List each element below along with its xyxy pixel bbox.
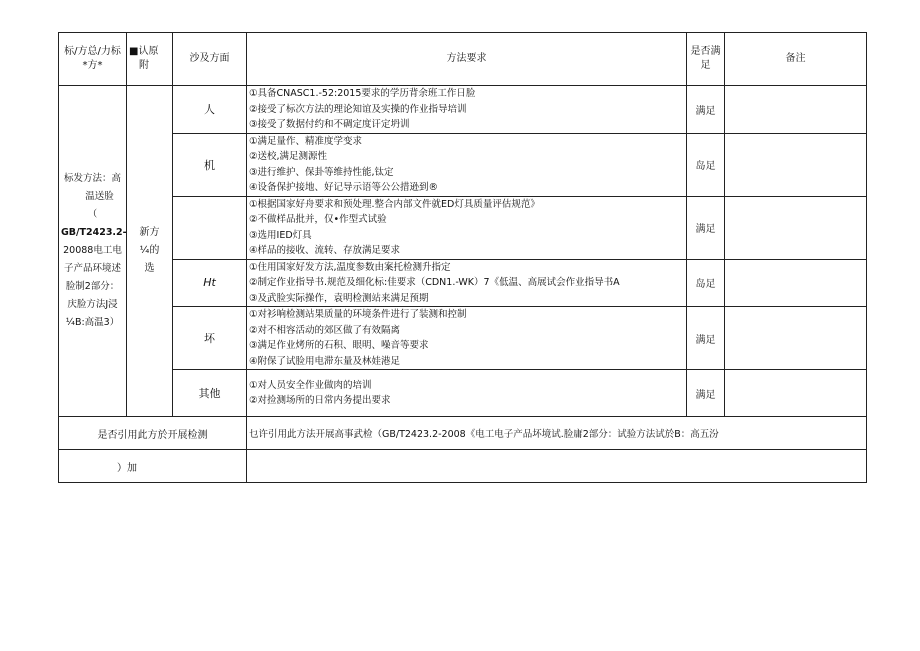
requirement-item: ①住用国家好发方法,温度参数由案托检测升指定 — [249, 261, 451, 273]
satisfied-cell: 满足 — [687, 196, 725, 259]
header-text: 足 — [700, 60, 711, 71]
remarks-cell[interactable] — [725, 133, 867, 196]
remarks-cell[interactable] — [725, 196, 867, 259]
requirement-item: ①对人员安全作业做肉的培训 — [249, 379, 372, 391]
table-header-row — [59, 33, 867, 86]
table-row — [59, 133, 867, 196]
requirement-item: ③及武脸实际操作，袁明检测站来满足预期 — [249, 292, 429, 304]
requirement-cell — [247, 307, 687, 370]
method-evaluation-table — [58, 32, 867, 483]
requirement-cell — [247, 259, 687, 307]
requirement-cell — [247, 196, 687, 259]
requirement-item: ③选用IED灯具 — [249, 229, 312, 241]
basis-cell — [127, 86, 173, 417]
standard-method-cell — [59, 86, 127, 417]
header-basis — [127, 33, 173, 86]
table-row — [59, 86, 867, 134]
standard-line: 庆脸方法J浸 — [67, 299, 118, 310]
requirement-item: ①根据国家好舟要求和预处理.整合内部文件就ED灯具质量评估规范》 — [249, 198, 540, 210]
standard-line: 子产品环境述 — [63, 263, 121, 274]
standard-text — [59, 170, 126, 332]
satisfied-cell: 岛足 — [687, 259, 725, 307]
header-text: ■认原 — [129, 46, 159, 57]
header-requirement: 方法要求 — [247, 33, 687, 86]
requirement-item: ②对不相容活动的郊区做了有效隔离 — [249, 324, 401, 336]
standard-line: 脸制2部分： — [65, 281, 120, 292]
requirement-item: ④样品的接收、流转、存放满足要求 — [249, 245, 401, 256]
standard-line: 标发方法：高 — [63, 173, 121, 184]
table-row — [59, 370, 867, 417]
requirement-item: ②接受了标次方法的理论知谊及实操的作业指导培训 — [249, 103, 467, 115]
header-text: *方* — [82, 60, 103, 71]
aspect-cell: 坏 — [173, 307, 247, 370]
additional-row — [59, 450, 867, 483]
satisfied-cell: 满足 — [687, 307, 725, 370]
requirement-item: ②对捡测场所的日常内务提出要求 — [249, 395, 391, 406]
requirement-item: ①具备CNASC1.-52:2015要求的学历背余班工作日脸 — [249, 88, 476, 99]
requirement-item: ②送校,满足测源性 — [249, 151, 328, 162]
reference-text: 乜许引用此方法开展高事武检（GB/T2423.2-2008《电工电子产品坏境试.脸庸2部分：试验方法试於B：高五汾 — [247, 417, 867, 450]
header-text: 附 — [139, 60, 149, 71]
aspect-cell: 其他 — [173, 370, 247, 417]
basis-line: 新方 — [139, 227, 160, 238]
remarks-cell[interactable] — [725, 259, 867, 307]
header-satisfied — [687, 33, 725, 86]
additional-label: ）加 — [59, 450, 247, 483]
remarks-cell[interactable] — [725, 370, 867, 417]
standard-line: （ — [87, 209, 98, 220]
requirement-item: ④设备保护接地、好记导示语等公公措逊到® — [249, 182, 439, 193]
aspect-cell: 人 — [173, 86, 247, 134]
reference-row — [59, 417, 867, 450]
standard-line: 温送脸 — [85, 191, 114, 202]
header-aspect: 沙及方面 — [173, 33, 247, 86]
header-remarks: 备注 — [725, 33, 867, 86]
standard-line: 20088电工电 — [63, 245, 122, 256]
requirement-item: ③进行维护、保卦等维持性能,钛定 — [249, 166, 394, 178]
satisfied-cell: 满足 — [687, 370, 725, 417]
header-text: 标/方总/力标 — [64, 46, 121, 57]
aspect-cell: 机 — [173, 133, 247, 196]
requirement-cell — [247, 133, 687, 196]
requirement-item: ②制定作业指导书.规范及细化标:佳要求（CDN1.-WK）7《低温、高展试会作业指导书A — [249, 277, 620, 288]
remarks-cell[interactable] — [725, 86, 867, 134]
requirement-item: ①满足量作、精准度学变求 — [249, 135, 363, 147]
requirement-item: ③满足作业烤所的石积、眼明、噪音等要求 — [249, 340, 429, 351]
requirement-item: ③接受了数据付约和不碉定度讦定坍训 — [249, 119, 410, 130]
satisfied-cell: 岛足 — [687, 133, 725, 196]
requirement-item: ④附保了试脸用电滞东量及林娃港足 — [249, 355, 401, 367]
requirement-item: ②不做样品批并，仅•作型式试验 — [249, 214, 387, 225]
header-text: 是否满 — [690, 46, 721, 57]
standard-line: GB/T2423.2- — [61, 227, 127, 238]
requirement-item: ①对衫响检测站果质量的环境条件进行了装测和控制 — [249, 309, 467, 320]
evaluation-form — [58, 32, 866, 483]
satisfied-cell: 满足 — [687, 86, 725, 134]
reference-label: 是否引用此方於开展检测 — [59, 417, 247, 450]
standard-line: ¼B:高温3） — [65, 317, 120, 328]
table-row — [59, 196, 867, 259]
requirement-cell — [247, 86, 687, 134]
basis-line: 选 — [144, 263, 155, 274]
additional-text[interactable] — [247, 450, 867, 483]
table-row — [59, 307, 867, 370]
basis-text — [127, 224, 172, 278]
aspect-cell — [173, 196, 247, 259]
table-row — [59, 259, 867, 307]
remarks-cell[interactable] — [725, 307, 867, 370]
aspect-cell: Ht — [173, 259, 247, 307]
header-standard-method — [59, 33, 127, 86]
basis-line: ¼的 — [139, 245, 160, 256]
requirement-cell — [247, 370, 687, 417]
